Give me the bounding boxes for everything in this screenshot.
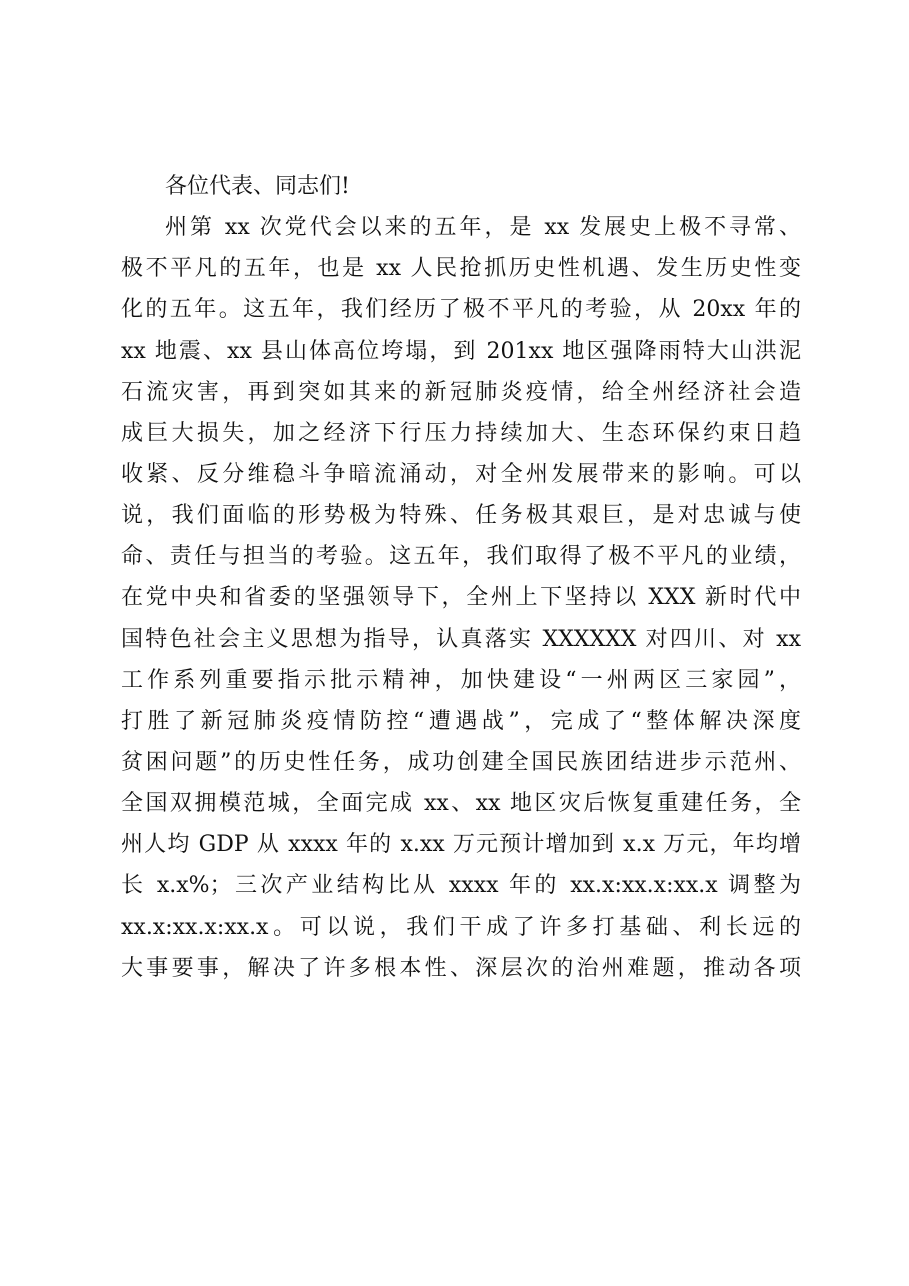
text-line: 命、责任与担当的考验。这五年，我们取得了极不平凡的业绩， [121, 544, 801, 570]
text-line: 石流灾害，再到突如其来的新冠肺炎疫情，给全州经济社会造 [121, 379, 801, 405]
greeting: 各位代表、同志们! [165, 174, 350, 199]
text-line: 全国双拥模范城，全面完成 xx、xx 地区灾后恢复重建任务，全 [121, 791, 801, 817]
text-line: 工作系列重要指示批示精神，加快建设“一州两区三家园”， [121, 667, 801, 693]
text-line: 收紧、反分维稳斗争暗流涌动，对全州发展带来的影响。可以 [121, 461, 801, 487]
text-line: 贫困问题”的历史性任务，成功创建全国民族团结进步示范州、 [121, 749, 801, 775]
text-line: 大事要事，解决了许多根本性、深层次的治州难题，推动各项 [121, 955, 801, 981]
text-line: xx 地震、xx 县山体高位垮塌，到 201xx 地区强降雨特大山洪泥 [121, 338, 801, 364]
text-line: xx.x:xx.x:xx.x。可以说，我们干成了许多打基础、利长远的 [121, 914, 801, 940]
text-line: 在党中央和省委的坚强领导下，全州上下坚持以 XXX 新时代中 [121, 585, 801, 611]
text-line: 州第 xx 次党代会以来的五年，是 xx 发展史上极不寻常、 [165, 215, 801, 241]
text-line: 极不平凡的五年，也是 xx 人民抢抓历史性机遇、发生历史性变 [121, 256, 801, 282]
text-line: 国特色社会主义思想为指导，认真落实 XXXXXX 对四川、对 xx [121, 626, 801, 652]
text-line: 打胜了新冠肺炎疫情防控“遭遇战”，完成了“整体解决深度 [121, 708, 801, 734]
text-line: 成巨大损失，加之经济下行压力持续加大、生态环保约束日趋 [121, 420, 801, 446]
text-line: 长 x.x%；三次产业结构比从 xxxx 年的 xx.x:xx.x:xx.x 调整为 [121, 873, 801, 899]
text-line: 化的五年。这五年，我们经历了极不平凡的考验，从 20xx 年的 [121, 297, 801, 323]
text-line: 说，我们面临的形势极为特殊、任务极其艰巨，是对忠诚与使 [121, 503, 801, 529]
body-text [121, 166, 801, 989]
text-line: 州人均 GDP 从 xxxx 年的 x.xx 万元预计增加到 x.x 万元，年均增 [121, 832, 801, 858]
